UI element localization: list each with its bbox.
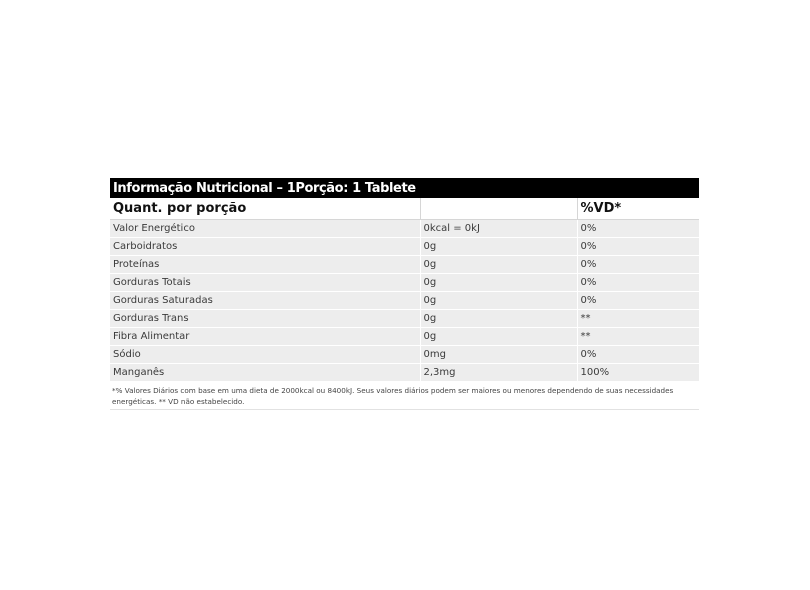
table-row [110,274,699,292]
nutrient-dv: 0% [577,346,699,364]
table-footnote: *% Valores Diários com base em uma dieta de 2000kcal ou 8400kJ. Seus valores diários podem ser maiores ou menores dependendo de suas necessidades energéticas. ** VD não estabelecido. [110,382,699,410]
table-row [110,292,699,310]
header-portion-label: Quant. por porção [110,198,420,220]
table-row [110,256,699,274]
nutrient-name: Gorduras Totais [110,274,420,292]
table-row [110,328,699,346]
table-title-row [110,178,699,198]
nutrient-amount: 0kcal = 0kJ [420,220,577,238]
nutrient-dv: 0% [577,238,699,256]
nutrient-name: Gorduras Trans [110,310,420,328]
nutrient-amount: 0g [420,238,577,256]
table-title: Informação Nutricional – 1Porção: 1 Tablete [110,178,699,198]
nutrient-amount: 0g [420,310,577,328]
nutrient-name: Fibra Alimentar [110,328,420,346]
nutrient-name: Carboidratos [110,238,420,256]
nutrient-dv: 0% [577,274,699,292]
nutrient-amount: 2,3mg [420,364,577,382]
table-row [110,238,699,256]
nutrient-dv: ** [577,328,699,346]
table-row [110,220,699,238]
nutrient-amount: 0mg [420,346,577,364]
nutrient-dv: 0% [577,220,699,238]
table-footnote-row [110,382,699,410]
nutrient-amount: 0g [420,256,577,274]
nutrient-dv: ** [577,310,699,328]
table-header-row [110,198,699,220]
header-dv: %VD* [577,198,699,220]
table-row [110,310,699,328]
nutrient-amount: 0g [420,292,577,310]
nutrient-name: Sódio [110,346,420,364]
header-amount [420,198,577,220]
nutrient-dv: 0% [577,292,699,310]
nutrient-name: Manganês [110,364,420,382]
nutrient-amount: 0g [420,274,577,292]
nutrient-name: Valor Energético [110,220,420,238]
nutrient-dv: 0% [577,256,699,274]
nutrient-name: Proteínas [110,256,420,274]
table-row [110,346,699,364]
nutrient-amount: 0g [420,328,577,346]
nutrition-facts-table [110,178,699,410]
nutrient-name: Gorduras Saturadas [110,292,420,310]
table-row [110,364,699,382]
nutrient-dv: 100% [577,364,699,382]
